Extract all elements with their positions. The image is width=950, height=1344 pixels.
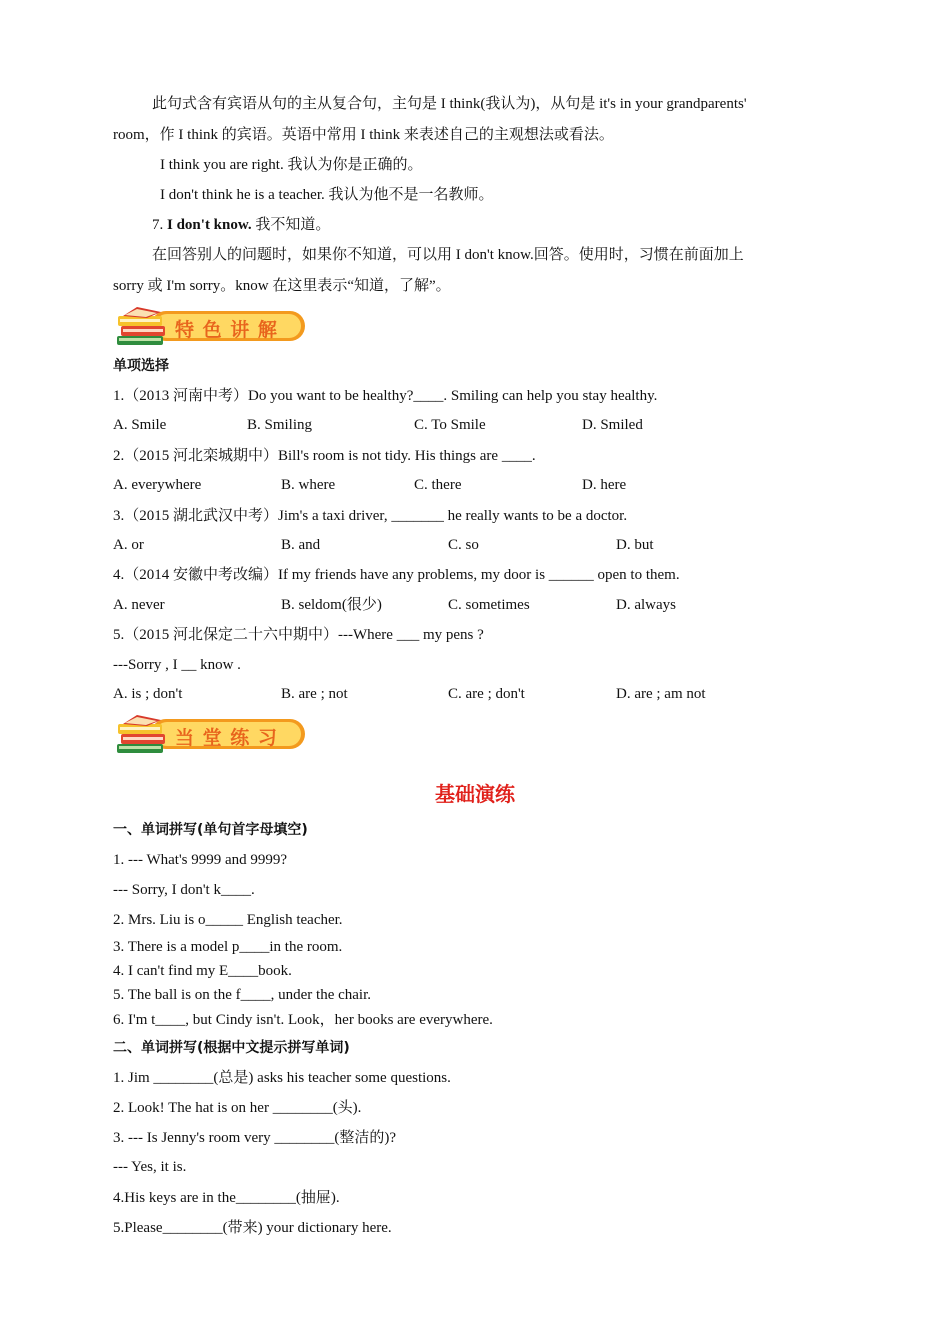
option-b: B. and	[281, 537, 321, 553]
option-c: C. are ; don't	[448, 686, 525, 702]
spelling-item: 1. --- What's 9999 and 9999?	[113, 852, 288, 868]
option-a: A. Smile	[113, 417, 167, 433]
option-c: C. sometimes	[448, 597, 530, 613]
intro-paragraph-2-line-1: 在回答别人的问题时，如果你不知道，可以用 I don't know.回答。使用时，习惯在前面加上	[152, 247, 744, 263]
intro-paragraph-1-line-1: 此句式含有宾语从句的主从复合句，主句是 I think(我认为)，从句是 it's in your grandparents'	[152, 96, 747, 112]
option-d: D. Smiled	[582, 417, 643, 433]
item-7-translation: 我不知道。	[251, 217, 331, 233]
spelling-item: 6. I'm t____, but Cindy isn't. Look，her books are everywhere.	[113, 1012, 493, 1028]
option-b: B. seldom(很少)	[281, 597, 382, 613]
mc-heading: 单项选择	[113, 358, 169, 374]
option-c: C. there	[414, 477, 462, 493]
mc-question-5: 5.（2015 河北保定二十六中期中）---Where ___ my pens ?	[113, 627, 484, 643]
spelling-item: 4. I can't find my E____book.	[113, 963, 292, 979]
mc-question-3: 3.（2015 湖北武汉中考）Jim's a taxi driver, _______ he really wants to be a doctor.	[113, 508, 628, 524]
spelling-item: --- Sorry, I don't k____.	[113, 882, 255, 898]
option-b: B. Smiling	[247, 417, 313, 433]
mc-question-5-reply: ---Sorry , I __ know .	[113, 657, 241, 673]
spelling-section-2-heading: 二、单词拼写(根据中文提示拼写单词)	[113, 1040, 350, 1056]
spelling-item: 3. There is a model p____in the room.	[113, 939, 343, 955]
item-7-number: 7.	[152, 217, 164, 233]
example-sentence-2: I don't think he is a teacher. 我认为他不是一名教师。	[160, 187, 494, 203]
example-sentence-1: I think you are right. 我认为你是正确的。	[160, 157, 423, 173]
option-a: A. everywhere	[113, 477, 202, 493]
section-banner-features	[113, 304, 309, 350]
item-7-phrase: I don't know.	[167, 217, 252, 233]
spelling-item: 5. The ball is on the f____, under the chair.	[113, 987, 371, 1003]
banner-title-practice: 当 堂 练 习	[175, 727, 278, 749]
option-b: B. are ; not	[281, 686, 348, 702]
mc-question-4: 4.（2014 安徽中考改编）If my friends have any problems, my door is ______ open to them.	[113, 567, 680, 583]
hint-spelling-item: 1. Jim ________(总是) asks his teacher some questions.	[113, 1070, 451, 1086]
spelling-section-1-heading: 一、单词拼写(单句首字母填空)	[113, 822, 308, 838]
hint-spelling-item: 2. Look! The hat is on her ________(头).	[113, 1100, 362, 1116]
option-b: B. where	[281, 477, 336, 493]
option-a: A. or	[113, 537, 144, 553]
section-banner-practice	[113, 712, 309, 758]
option-c: C. so	[448, 537, 479, 553]
option-a: A. never	[113, 597, 165, 613]
hint-spelling-item: 5.Please________(带来) your dictionary here.	[113, 1220, 392, 1236]
intro-paragraph-1-line-2: room，作 I think 的宾语。英语中常用 I think 来表述自己的主观想法或看法。	[113, 127, 614, 143]
hint-spelling-item: 4.His keys are in the________(抽屉).	[113, 1190, 340, 1206]
option-d: D. are ; am not	[616, 686, 706, 702]
option-d: D. here	[582, 477, 627, 493]
option-d: D. but	[616, 537, 654, 553]
banner-title-features: 特 色 讲 解	[175, 319, 278, 341]
option-c: C. To Smile	[414, 417, 486, 433]
hint-spelling-item: --- Yes, it is.	[113, 1159, 187, 1175]
option-d: D. always	[616, 597, 676, 613]
mc-question-1: 1.（2013 河南中考）Do you want to be healthy?____. Smiling can help you stay healthy.	[113, 388, 658, 404]
hint-spelling-item: 3. --- Is Jenny's room very ________(整洁的)?	[113, 1130, 397, 1146]
mc-question-2: 2.（2015 河北栾城期中）Bill's room is not tidy. His things are ____.	[113, 448, 536, 464]
intro-paragraph-2-line-2: sorry 或 I'm sorry。know 在这里表示“知道，了解”。	[113, 278, 451, 294]
practice-title: 基础演练	[435, 782, 515, 806]
spelling-item: 2. Mrs. Liu is o_____ English teacher.	[113, 912, 343, 928]
option-a: A. is ; don't	[113, 686, 183, 702]
item-7-heading	[152, 215, 330, 235]
